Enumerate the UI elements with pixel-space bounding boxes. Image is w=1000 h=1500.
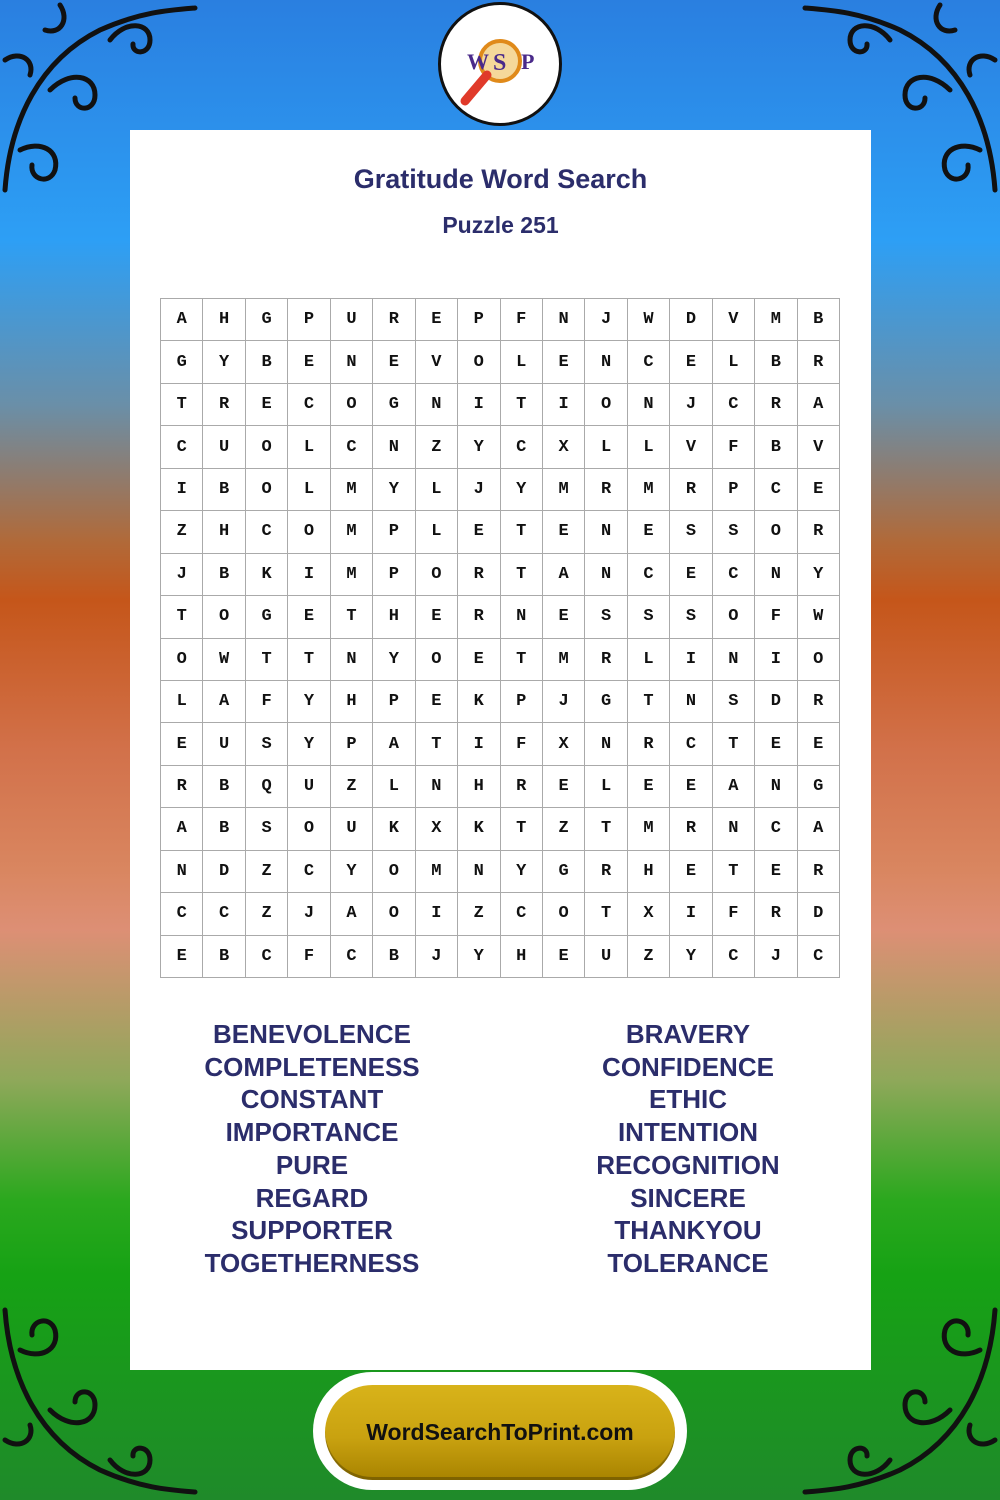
grid-cell[interactable]: E: [161, 723, 203, 765]
grid-cell[interactable]: F: [288, 936, 330, 978]
grid-cell[interactable]: O: [373, 893, 415, 935]
grid-cell[interactable]: M: [628, 469, 670, 511]
grid-cell[interactable]: J: [585, 299, 627, 341]
word-list-item: REGARD: [255, 1182, 369, 1213]
word-list-item: SUPPORTER: [231, 1215, 393, 1246]
grid-cell[interactable]: Z: [246, 893, 288, 935]
grid-cell[interactable]: C: [288, 851, 330, 893]
grid-cell[interactable]: R: [373, 299, 415, 341]
grid-cell[interactable]: B: [246, 341, 288, 383]
grid-cell[interactable]: L: [628, 639, 670, 681]
grid-cell[interactable]: W: [798, 596, 840, 638]
grid-cell[interactable]: R: [755, 384, 797, 426]
word-list-item: RECOGNITION: [596, 1149, 780, 1180]
grid-cell[interactable]: L: [416, 511, 458, 553]
grid-cell[interactable]: S: [670, 596, 712, 638]
grid-cell[interactable]: I: [543, 384, 585, 426]
grid-cell[interactable]: G: [373, 384, 415, 426]
grid-cell[interactable]: R: [203, 384, 245, 426]
grid-cell[interactable]: T: [161, 596, 203, 638]
word-list-item: IMPORTANCE: [225, 1117, 399, 1148]
grid-cell[interactable]: T: [416, 723, 458, 765]
grid-cell[interactable]: N: [501, 596, 543, 638]
word-list-item: CONSTANT: [240, 1084, 384, 1115]
grid-cell[interactable]: S: [628, 596, 670, 638]
grid-cell[interactable]: R: [501, 766, 543, 808]
grid-cell[interactable]: F: [713, 893, 755, 935]
grid-cell[interactable]: E: [543, 341, 585, 383]
grid-cell[interactable]: H: [501, 936, 543, 978]
grid-cell[interactable]: R: [798, 511, 840, 553]
grid-cell[interactable]: A: [798, 384, 840, 426]
grid-cell[interactable]: E: [373, 341, 415, 383]
grid-cell[interactable]: C: [628, 341, 670, 383]
grid-cell[interactable]: J: [458, 469, 500, 511]
grid-cell[interactable]: C: [203, 893, 245, 935]
grid-cell[interactable]: N: [543, 299, 585, 341]
grid-cell[interactable]: S: [670, 511, 712, 553]
grid-cell[interactable]: M: [628, 808, 670, 850]
grid-cell[interactable]: I: [288, 554, 330, 596]
grid-cell[interactable]: O: [288, 808, 330, 850]
grid-cell[interactable]: N: [670, 681, 712, 723]
grid-cell[interactable]: W: [628, 299, 670, 341]
grid-cell[interactable]: N: [373, 426, 415, 468]
grid-cell[interactable]: R: [670, 469, 712, 511]
word-list-item: TOLERANCE: [607, 1247, 769, 1278]
grid-cell[interactable]: G: [798, 766, 840, 808]
grid-cell[interactable]: E: [458, 511, 500, 553]
grid-cell[interactable]: Y: [331, 851, 373, 893]
grid-cell[interactable]: O: [416, 554, 458, 596]
grid-cell[interactable]: N: [161, 851, 203, 893]
grid-cell[interactable]: P: [373, 554, 415, 596]
grid-cell[interactable]: S: [713, 511, 755, 553]
grid-cell[interactable]: Y: [458, 936, 500, 978]
grid-cell[interactable]: L: [288, 469, 330, 511]
puzzle-subtitle: Puzzle 251: [442, 212, 559, 238]
grid-cell[interactable]: M: [331, 511, 373, 553]
grid-cell[interactable]: C: [713, 554, 755, 596]
grid-cell[interactable]: E: [288, 596, 330, 638]
grid-cell[interactable]: N: [713, 639, 755, 681]
grid-cell[interactable]: G: [246, 299, 288, 341]
grid-cell[interactable]: P: [331, 723, 373, 765]
grid-cell[interactable]: C: [755, 808, 797, 850]
grid-cell[interactable]: R: [585, 851, 627, 893]
grid-cell[interactable]: E: [628, 511, 670, 553]
grid-cell[interactable]: K: [458, 808, 500, 850]
grid-cell[interactable]: Y: [670, 936, 712, 978]
grid-cell[interactable]: E: [416, 596, 458, 638]
grid-cell[interactable]: N: [331, 639, 373, 681]
grid-cell[interactable]: Z: [628, 936, 670, 978]
grid-cell[interactable]: M: [543, 469, 585, 511]
grid-cell[interactable]: A: [543, 554, 585, 596]
grid-cell[interactable]: R: [628, 723, 670, 765]
grid-cell[interactable]: E: [628, 766, 670, 808]
grid-cell[interactable]: O: [161, 639, 203, 681]
grid-cell[interactable]: M: [416, 851, 458, 893]
grid-cell[interactable]: A: [161, 299, 203, 341]
grid-cell[interactable]: T: [288, 639, 330, 681]
grid-cell[interactable]: T: [585, 893, 627, 935]
grid-cell[interactable]: Y: [501, 851, 543, 893]
grid-cell[interactable]: O: [755, 511, 797, 553]
grid-cell[interactable]: O: [246, 426, 288, 468]
word-list-item: PURE: [275, 1149, 349, 1180]
word-list-item: THANKYOU: [614, 1215, 762, 1246]
grid-cell[interactable]: E: [670, 554, 712, 596]
grid-cell[interactable]: I: [458, 384, 500, 426]
grid-cell[interactable]: Y: [798, 554, 840, 596]
grid-cell[interactable]: N: [585, 341, 627, 383]
grid-cell[interactable]: Y: [501, 469, 543, 511]
grid-cell[interactable]: G: [246, 596, 288, 638]
grid-cell[interactable]: A: [203, 681, 245, 723]
grid-cell[interactable]: I: [670, 639, 712, 681]
grid-cell[interactable]: B: [203, 469, 245, 511]
grid-cell[interactable]: V: [670, 426, 712, 468]
word-list-item: SINCERE: [630, 1182, 746, 1213]
grid-cell[interactable]: I: [670, 893, 712, 935]
word-list-item: ETHIC: [649, 1084, 727, 1115]
grid-cell[interactable]: L: [628, 426, 670, 468]
grid-cell[interactable]: H: [203, 299, 245, 341]
grid-cell[interactable]: L: [713, 341, 755, 383]
grid-cell[interactable]: A: [331, 893, 373, 935]
grid-cell[interactable]: R: [670, 808, 712, 850]
grid-cell[interactable]: J: [288, 893, 330, 935]
grid-cell[interactable]: D: [798, 893, 840, 935]
grid-cell[interactable]: V: [416, 341, 458, 383]
grid-cell[interactable]: P: [713, 469, 755, 511]
grid-cell[interactable]: D: [755, 681, 797, 723]
grid-cell[interactable]: T: [501, 639, 543, 681]
grid-cell[interactable]: T: [161, 384, 203, 426]
grid-cell[interactable]: E: [288, 341, 330, 383]
grid-cell[interactable]: C: [161, 893, 203, 935]
grid-cell[interactable]: X: [543, 426, 585, 468]
grid-cell[interactable]: R: [585, 639, 627, 681]
grid-cell[interactable]: O: [288, 511, 330, 553]
grid-cell[interactable]: I: [755, 639, 797, 681]
grid-cell[interactable]: X: [543, 723, 585, 765]
grid-cell[interactable]: E: [798, 469, 840, 511]
grid-cell[interactable]: T: [585, 808, 627, 850]
grid-cell[interactable]: N: [755, 766, 797, 808]
grid-cell[interactable]: N: [416, 384, 458, 426]
grid-cell[interactable]: E: [458, 639, 500, 681]
logo-letter-s: S: [493, 50, 507, 76]
grid-cell[interactable]: E: [246, 384, 288, 426]
grid-cell[interactable]: R: [161, 766, 203, 808]
grid-cell[interactable]: J: [161, 554, 203, 596]
grid-cell[interactable]: K: [246, 554, 288, 596]
grid-cell[interactable]: P: [373, 681, 415, 723]
grid-cell[interactable]: I: [458, 723, 500, 765]
grid-cell[interactable]: P: [458, 299, 500, 341]
site-logo[interactable]: [438, 2, 562, 126]
puzzle-title: Gratitude Word Search: [353, 164, 648, 194]
grid-cell[interactable]: M: [331, 469, 373, 511]
grid-cell[interactable]: C: [246, 936, 288, 978]
grid-cell[interactable]: C: [331, 426, 373, 468]
grid-cell[interactable]: D: [203, 851, 245, 893]
word-list-item: BENEVOLENCE: [213, 1019, 411, 1049]
grid-cell[interactable]: T: [713, 723, 755, 765]
grid-cell[interactable]: P: [373, 511, 415, 553]
grid-cell[interactable]: A: [713, 766, 755, 808]
grid-cell[interactable]: X: [628, 893, 670, 935]
grid-cell[interactable]: T: [713, 851, 755, 893]
grid-cell[interactable]: N: [585, 554, 627, 596]
grid-cell[interactable]: L: [161, 681, 203, 723]
word-list-item: TOGETHERNESS: [204, 1247, 420, 1278]
grid-cell[interactable]: E: [416, 681, 458, 723]
grid-cell[interactable]: D: [670, 299, 712, 341]
grid-cell[interactable]: P: [501, 681, 543, 723]
grid-cell[interactable]: S: [246, 808, 288, 850]
word-list-item: BRAVERY: [625, 1019, 751, 1049]
grid-cell[interactable]: H: [458, 766, 500, 808]
grid-cell[interactable]: N: [416, 766, 458, 808]
grid-cell[interactable]: O: [373, 851, 415, 893]
grid-cell[interactable]: L: [585, 766, 627, 808]
grid-cell[interactable]: N: [713, 808, 755, 850]
grid-cell[interactable]: E: [416, 299, 458, 341]
grid-cell[interactable]: N: [628, 384, 670, 426]
grid-cell[interactable]: T: [331, 596, 373, 638]
grid-cell[interactable]: M: [755, 299, 797, 341]
grid-cell[interactable]: X: [416, 808, 458, 850]
grid-cell[interactable]: R: [585, 469, 627, 511]
grid-cell[interactable]: G: [585, 681, 627, 723]
grid-cell[interactable]: S: [585, 596, 627, 638]
site-link-button[interactable]: WordSearchToPrint.com: [325, 1385, 675, 1480]
grid-cell[interactable]: H: [628, 851, 670, 893]
grid-cell[interactable]: O: [458, 341, 500, 383]
word-list-item: COMPLETENESS: [204, 1051, 420, 1082]
logo-letter-w: W: [467, 49, 489, 74]
grid-cell[interactable]: Y: [288, 723, 330, 765]
grid-cell[interactable]: H: [373, 596, 415, 638]
grid-cell[interactable]: Z: [246, 851, 288, 893]
grid-cell[interactable]: U: [203, 426, 245, 468]
grid-cell[interactable]: O: [203, 596, 245, 638]
grid-cell[interactable]: B: [203, 936, 245, 978]
grid-cell[interactable]: C: [628, 554, 670, 596]
grid-cell[interactable]: V: [798, 426, 840, 468]
grid-cell[interactable]: H: [331, 681, 373, 723]
grid-cell[interactable]: C: [713, 936, 755, 978]
grid-cell[interactable]: R: [458, 554, 500, 596]
grid-cell[interactable]: E: [798, 723, 840, 765]
grid-cell[interactable]: E: [670, 341, 712, 383]
grid-cell[interactable]: S: [713, 681, 755, 723]
word-list-left: [162, 1018, 462, 1280]
grid-cell[interactable]: V: [713, 299, 755, 341]
grid-cell[interactable]: W: [203, 639, 245, 681]
grid-cell[interactable]: B: [373, 936, 415, 978]
grid-cell[interactable]: J: [416, 936, 458, 978]
grid-cell[interactable]: O: [798, 639, 840, 681]
grid-cell[interactable]: E: [755, 723, 797, 765]
grid-cell[interactable]: B: [203, 766, 245, 808]
grid-cell[interactable]: N: [458, 851, 500, 893]
grid-cell[interactable]: Y: [373, 639, 415, 681]
grid-cell[interactable]: O: [713, 596, 755, 638]
grid-cell[interactable]: C: [713, 384, 755, 426]
grid-cell[interactable]: R: [458, 596, 500, 638]
grid-cell[interactable]: N: [331, 341, 373, 383]
grid-cell[interactable]: R: [798, 341, 840, 383]
grid-cell[interactable]: E: [543, 936, 585, 978]
grid-cell[interactable]: E: [161, 936, 203, 978]
grid-cell[interactable]: R: [798, 681, 840, 723]
grid-cell[interactable]: F: [501, 299, 543, 341]
word-list-item: CONFIDENCE: [602, 1051, 774, 1082]
grid-cell[interactable]: C: [755, 469, 797, 511]
grid-cell[interactable]: Z: [458, 893, 500, 935]
grid-cell[interactable]: T: [501, 511, 543, 553]
magnifier-icon: [445, 9, 555, 119]
grid-cell[interactable]: E: [670, 766, 712, 808]
grid-cell[interactable]: N: [585, 723, 627, 765]
grid-cell[interactable]: U: [203, 723, 245, 765]
grid-cell[interactable]: F: [755, 596, 797, 638]
grid-cell[interactable]: C: [670, 723, 712, 765]
grid-cell[interactable]: U: [331, 808, 373, 850]
grid-cell[interactable]: B: [755, 426, 797, 468]
grid-cell[interactable]: G: [543, 851, 585, 893]
grid-cell[interactable]: J: [543, 681, 585, 723]
grid-cell[interactable]: I: [416, 893, 458, 935]
grid-cell[interactable]: A: [161, 808, 203, 850]
grid-cell[interactable]: Z: [161, 511, 203, 553]
grid-cell[interactable]: A: [373, 723, 415, 765]
grid-cell[interactable]: U: [331, 299, 373, 341]
grid-cell[interactable]: E: [543, 511, 585, 553]
grid-cell[interactable]: Q: [246, 766, 288, 808]
grid-cell[interactable]: L: [416, 469, 458, 511]
grid-cell[interactable]: B: [798, 299, 840, 341]
grid-cell[interactable]: L: [501, 341, 543, 383]
grid-cell[interactable]: N: [585, 511, 627, 553]
grid-cell[interactable]: M: [331, 554, 373, 596]
grid-cell[interactable]: E: [543, 596, 585, 638]
grid-cell[interactable]: C: [246, 511, 288, 553]
grid-cell[interactable]: K: [373, 808, 415, 850]
word-list-right: [538, 1018, 838, 1280]
grid-cell[interactable]: Y: [373, 469, 415, 511]
grid-cell[interactable]: F: [501, 723, 543, 765]
grid-cell[interactable]: M: [543, 639, 585, 681]
grid-cell[interactable]: L: [585, 426, 627, 468]
grid-cell[interactable]: J: [670, 384, 712, 426]
grid-cell[interactable]: P: [288, 299, 330, 341]
grid-cell[interactable]: C: [161, 426, 203, 468]
grid-cell[interactable]: I: [161, 469, 203, 511]
grid-cell[interactable]: O: [585, 384, 627, 426]
grid-cell[interactable]: F: [246, 681, 288, 723]
grid-cell[interactable]: K: [458, 681, 500, 723]
grid-cell[interactable]: G: [161, 341, 203, 383]
grid-cell[interactable]: Y: [288, 681, 330, 723]
grid-cell[interactable]: R: [755, 893, 797, 935]
grid-cell[interactable]: C: [798, 936, 840, 978]
grid-cell[interactable]: B: [203, 808, 245, 850]
grid-cell[interactable]: Z: [416, 426, 458, 468]
grid-cell[interactable]: T: [501, 384, 543, 426]
letter-grid: [160, 298, 840, 978]
grid-cell[interactable]: C: [288, 384, 330, 426]
grid-cell[interactable]: Z: [543, 808, 585, 850]
grid-cell[interactable]: T: [246, 639, 288, 681]
grid-cell[interactable]: F: [713, 426, 755, 468]
grid-cell[interactable]: O: [331, 384, 373, 426]
grid-cell[interactable]: Y: [203, 341, 245, 383]
word-list-item: INTENTION: [617, 1117, 759, 1148]
grid-cell[interactable]: B: [203, 554, 245, 596]
grid-cell[interactable]: O: [246, 469, 288, 511]
grid-cell[interactable]: U: [288, 766, 330, 808]
grid-cell[interactable]: E: [670, 851, 712, 893]
grid-cell[interactable]: L: [288, 426, 330, 468]
logo-letter-p: P: [521, 49, 535, 74]
grid-cell[interactable]: C: [331, 936, 373, 978]
grid-cell[interactable]: H: [203, 511, 245, 553]
grid-cell[interactable]: R: [798, 851, 840, 893]
grid-cell[interactable]: O: [416, 639, 458, 681]
grid-cell[interactable]: E: [543, 766, 585, 808]
grid-cell[interactable]: T: [501, 808, 543, 850]
grid-cell[interactable]: E: [755, 851, 797, 893]
grid-cell[interactable]: J: [755, 936, 797, 978]
grid-cell[interactable]: C: [501, 426, 543, 468]
grid-cell[interactable]: B: [755, 341, 797, 383]
grid-cell[interactable]: N: [755, 554, 797, 596]
puzzle-card: [130, 130, 871, 1370]
grid-cell[interactable]: O: [543, 893, 585, 935]
grid-cell[interactable]: Y: [458, 426, 500, 468]
grid-cell[interactable]: T: [501, 554, 543, 596]
grid-cell[interactable]: C: [501, 893, 543, 935]
grid-cell[interactable]: Z: [331, 766, 373, 808]
grid-cell[interactable]: S: [246, 723, 288, 765]
grid-cell[interactable]: L: [373, 766, 415, 808]
grid-cell[interactable]: U: [585, 936, 627, 978]
grid-cell[interactable]: A: [798, 808, 840, 850]
grid-cell[interactable]: T: [628, 681, 670, 723]
